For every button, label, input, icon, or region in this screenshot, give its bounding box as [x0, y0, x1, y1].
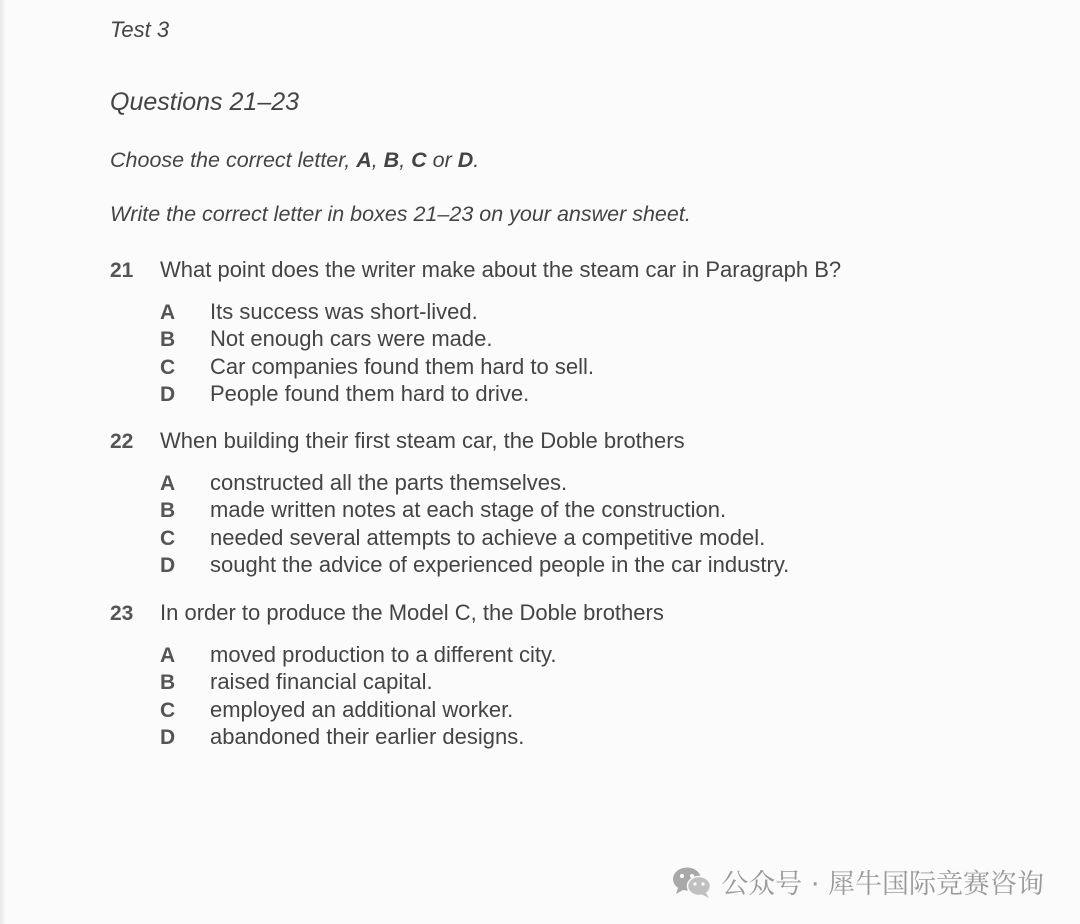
option-letter: D	[160, 554, 176, 578]
section-title: Questions 21–23	[110, 88, 300, 116]
option-text: made written notes at each stage of the construction.	[210, 497, 727, 523]
option-c	[160, 354, 1010, 381]
option-a	[160, 470, 1010, 497]
question-number: 23	[110, 602, 134, 625]
instruction-letter-a: A	[356, 148, 372, 172]
test-header: Test 3	[110, 17, 170, 42]
option-text: Car companies found them hard to sell.	[210, 353, 594, 379]
option-letter: C	[160, 526, 176, 550]
option-text: raised financial capital.	[210, 669, 433, 695]
option-a	[160, 299, 1010, 326]
question-21	[110, 257, 1010, 409]
option-letter: D	[160, 383, 176, 407]
option-list	[160, 470, 1010, 580]
option-list	[160, 642, 1010, 752]
watermark	[671, 862, 1044, 901]
option-letter: A	[160, 301, 176, 324]
instruction-suffix: .	[473, 148, 480, 172]
instruction-letter-d: D	[457, 148, 474, 172]
option-letter: D	[160, 726, 176, 750]
question-23	[110, 600, 1010, 752]
option-letter: B	[160, 671, 176, 695]
option-text: Not enough cars were made.	[210, 326, 493, 352]
option-letter: C	[160, 355, 176, 379]
question-text: In order to produce the Model C, the Doble brothers	[160, 600, 664, 625]
option-letter: B	[160, 328, 176, 352]
option-text: needed several attempts to achieve a competitive model.	[210, 524, 766, 550]
option-d	[160, 381, 1010, 408]
option-d	[160, 724, 1010, 751]
instruction-separator: ,	[399, 148, 412, 172]
option-text: abandoned their earlier designs.	[210, 724, 525, 750]
question-number: 22	[110, 430, 134, 453]
option-text: Its success was short-lived.	[210, 299, 478, 324]
option-text: sought the advice of experienced people in the car industry.	[210, 552, 790, 578]
instruction-separator: ,	[371, 148, 384, 172]
option-letter: C	[160, 698, 176, 722]
wechat-icon	[671, 865, 713, 899]
option-c	[160, 697, 1010, 724]
question-stem	[110, 600, 1010, 630]
question-stem	[110, 428, 1010, 458]
question-number: 21	[110, 259, 134, 282]
option-text: constructed all the parts themselves.	[210, 470, 568, 495]
instruction-prefix: Choose the correct letter,	[110, 148, 357, 172]
option-letter: B	[160, 499, 176, 523]
instruction-separator: or	[426, 148, 458, 172]
option-b	[160, 326, 1010, 353]
option-c	[160, 525, 1010, 552]
option-a	[160, 642, 1010, 669]
option-text: moved production to a different city.	[210, 642, 557, 667]
instruction-letter-c: C	[411, 148, 427, 172]
option-d	[160, 552, 1010, 579]
question-stem	[110, 257, 1010, 287]
watermark-text: 公众号 · 犀牛国际竞赛咨询	[721, 869, 1044, 900]
option-text: employed an additional worker.	[210, 696, 514, 722]
question-text: When building their first steam car, the Doble brothers	[160, 428, 685, 453]
instruction-choose-letter	[110, 148, 479, 173]
page-edge-shadow	[0, 0, 6, 924]
option-b	[160, 669, 1010, 696]
instruction-answer-sheet: Write the correct letter in boxes 21–23 on your answer sheet.	[110, 202, 691, 226]
option-letter: A	[160, 644, 176, 667]
instruction-letter-b: B	[383, 148, 400, 172]
question-text: What point does the writer make about the steam car in Paragraph B?	[160, 257, 842, 282]
option-letter: A	[160, 472, 176, 495]
option-list	[160, 299, 1010, 409]
option-b	[160, 497, 1010, 524]
question-22	[110, 428, 1010, 580]
option-text: People found them hard to drive.	[210, 381, 530, 407]
